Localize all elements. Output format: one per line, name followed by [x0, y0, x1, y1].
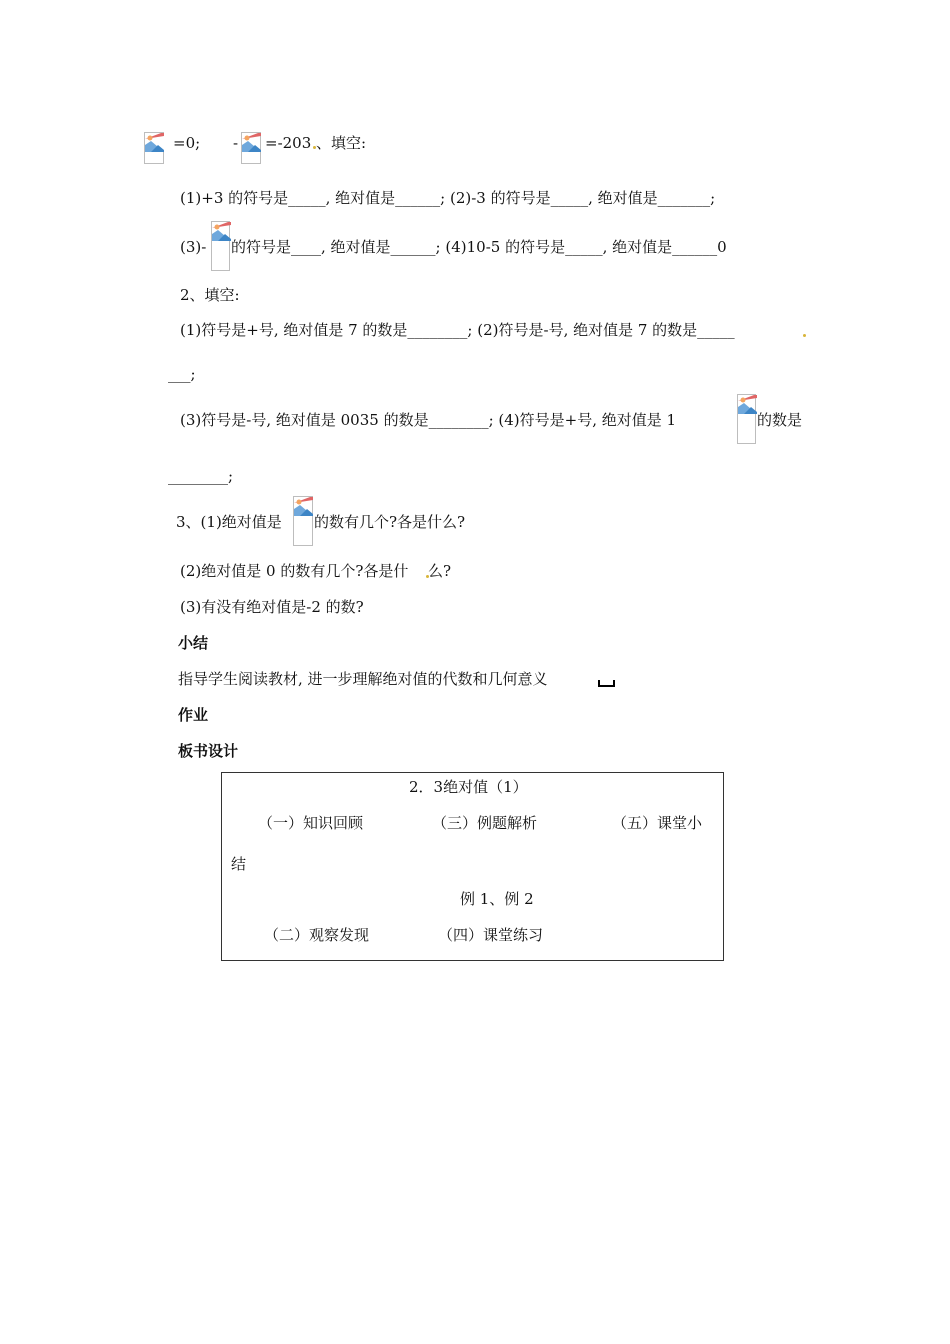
question-row: 的数有几个?各是什么? — [314, 513, 466, 531]
board-design-box — [221, 772, 724, 961]
image-placeholder-icon — [737, 394, 756, 444]
question-row-continued: ________; — [168, 467, 234, 485]
question-row-end: 么? — [428, 562, 452, 580]
question-row: (3)符号是-号, 绝对值是 0035 的数是________; (4)符号是+号, 绝对值是 1 — [180, 411, 677, 429]
question-row-prefix: 3、(1)绝对值是 — [176, 513, 282, 531]
question-row: (3)有没有绝对值是-2 的数? — [180, 598, 364, 616]
board-item-1: （一）知识回顾 — [258, 814, 364, 832]
question-row: (1)+3 的符号是_____, 绝对值是______; (2)-3 的符号是_____, 绝对值是_______; — [180, 189, 716, 207]
summary-text: 指导学生阅读教材, 进一步理解绝对值的代数和几何意义 — [178, 670, 548, 688]
board-item-3: （三）例题解析 — [432, 814, 538, 832]
homework-heading: 作业 — [178, 706, 209, 724]
question-row-prefix: (3)- — [180, 238, 207, 256]
marker-dot — [803, 334, 806, 337]
question-row-continued: ___; — [168, 365, 196, 383]
summary-heading: 小结 — [178, 634, 209, 652]
paragraph-mark-icon — [598, 680, 615, 687]
question-row: 的符号是____, 绝对值是______; (4)10-5 的符号是_____, 绝对值是______0 — [231, 238, 727, 256]
fill-blank-label: 、填空: — [316, 134, 367, 152]
question-row-suffix: 的数是 — [757, 411, 803, 429]
question-row: (2)绝对值是 0 的数有几个?各是什 — [180, 562, 409, 580]
image-placeholder-icon — [293, 496, 313, 546]
section-title: 2、填空: — [180, 286, 240, 304]
image-placeholder-icon — [144, 132, 164, 164]
equation-text: =0; — [173, 134, 201, 152]
minus-sign: - — [233, 134, 239, 152]
question-row: (1)符号是+号, 绝对值是 7 的数是________; (2)符号是-号, 绝对值是 7 的数是_____ — [180, 321, 735, 339]
equation-text: =-203 — [265, 134, 312, 152]
board-item-2: （二）观察发现 — [264, 926, 370, 944]
board-examples: 例 1、例 2 — [460, 890, 534, 908]
board-title: 2．3绝对值（1） — [409, 778, 528, 796]
board-item-5-continued: 结 — [231, 855, 247, 873]
image-placeholder-icon — [241, 132, 261, 164]
image-placeholder-icon — [211, 221, 230, 271]
board-item-4: （四）课堂练习 — [438, 926, 544, 944]
board-item-5: （五）课堂小 — [612, 814, 703, 832]
board-heading: 板书设计 — [178, 742, 239, 760]
